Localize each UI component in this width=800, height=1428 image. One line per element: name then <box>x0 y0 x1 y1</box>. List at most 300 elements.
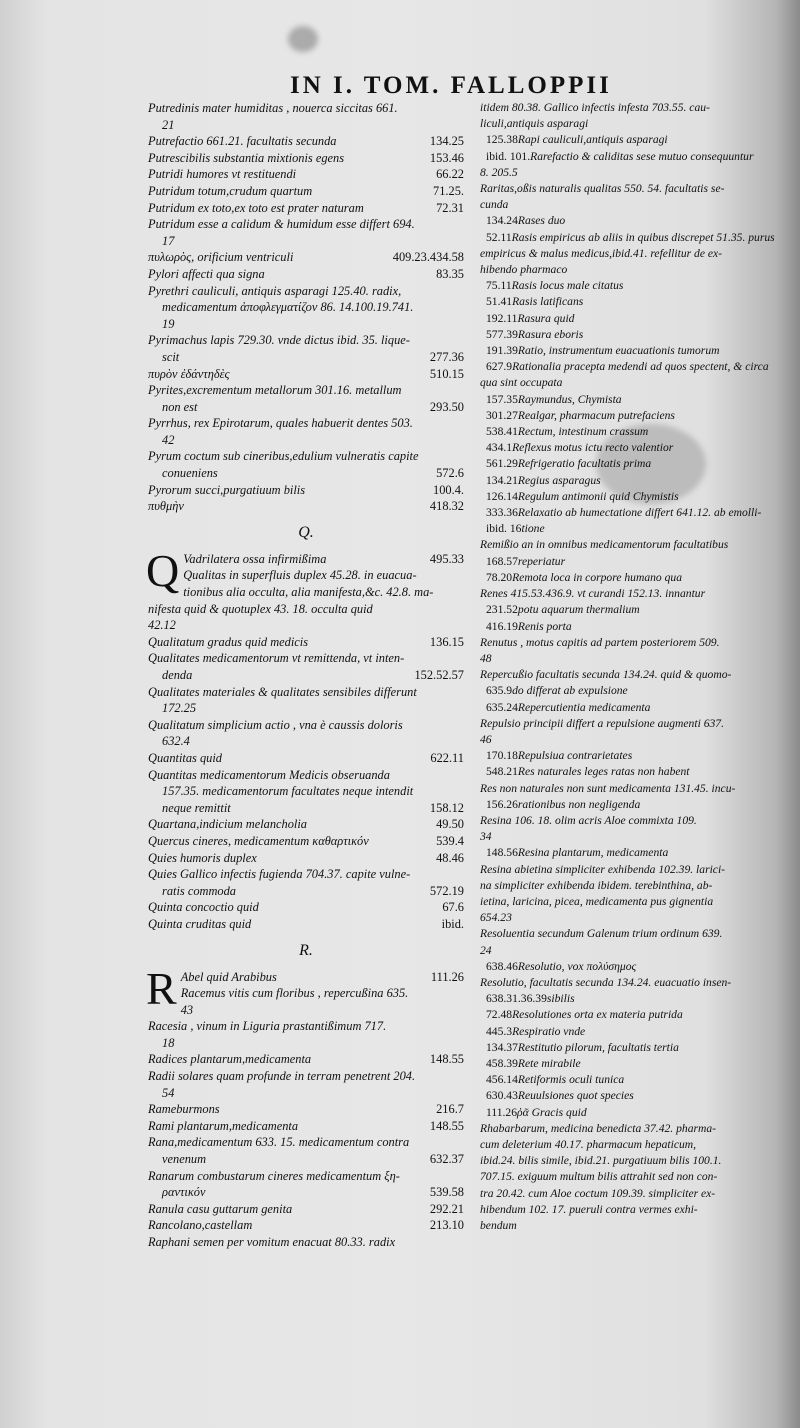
index-entry <box>148 899 464 916</box>
entry-text: 157.35. medicamentorum facultates neque intendit <box>162 784 414 799</box>
entry-text: Res non naturales non sunt medicamenta 131.45. incu- <box>480 781 736 795</box>
index-entry <box>148 1201 464 1218</box>
page-reference: 572.19 <box>429 883 464 898</box>
entry-text: Quantitas quid <box>148 750 223 765</box>
page-reference: 638.46 <box>486 959 518 973</box>
index-entry <box>480 230 792 246</box>
entry-text: Ranula casu guttarum genita <box>148 1201 293 1216</box>
page-reference: 539.58 <box>429 1185 464 1200</box>
entry-text: Racemus vitis cum floribus , repercußina 635. <box>180 986 409 1001</box>
entry-text: Repercutientia medicamenta <box>517 700 651 714</box>
entry-text: Raymundus, Chymista <box>517 392 622 406</box>
page-reference: 152.52.57 <box>414 668 464 682</box>
index-entry <box>480 1121 792 1137</box>
index-entry <box>148 498 464 515</box>
index-entry <box>148 883 464 900</box>
entry-text: potu aquarum thermalium <box>517 603 640 617</box>
page-reference: 458.39 <box>486 1056 518 1070</box>
entry-text: Renutus , motus capitis ad partem posteriorem 509. <box>480 635 720 649</box>
entry-text: rationibus non negligenda <box>517 797 641 811</box>
page-reference: 293.50 <box>429 399 464 414</box>
entry-text: Rationalia pracepta medendi ad quos spectent, & circa <box>512 360 769 374</box>
index-entry <box>480 862 792 878</box>
index-entry <box>148 1068 464 1085</box>
entry-text: scit <box>162 349 180 364</box>
index-entry <box>148 465 464 482</box>
entry-text: nifesta quid & quotuplex 43. 18. occulta quid <box>148 601 373 616</box>
entry-text: Qualitas in superfluis duplex 45.28. in euacua- <box>183 568 417 583</box>
entry-text: Racesia , vinum in Liguria prastantißimum 717. <box>148 1019 387 1034</box>
index-entry <box>480 392 792 408</box>
index-entry <box>148 1002 464 1019</box>
page-reference: 100.4. <box>433 482 464 497</box>
index-entry <box>148 700 464 717</box>
entry-text: Renes 415.53.436.9. vt curandi 152.13. innantur <box>480 587 706 601</box>
index-entry <box>480 554 792 570</box>
entry-text: Repercußio facultatis secunda 134.24. quid & quomo- <box>480 668 732 682</box>
index-entry <box>480 894 792 910</box>
index-entry <box>480 797 792 813</box>
entry-text: Regius asparagus <box>517 473 601 487</box>
page-reference: 134.37 <box>486 1040 518 1054</box>
entry-text: empiricus & malus medicus,ibid.41. refellitur de ex- <box>480 246 723 260</box>
entry-text: Rancolano,castellam <box>148 1218 253 1233</box>
entry-text: Raphani semen per vomitum enacuat 80.33. radix <box>148 1235 396 1249</box>
entry-text: Quercus cineres, medicamentum καθαρτικόν <box>148 833 369 848</box>
index-column-right <box>480 100 792 1234</box>
index-entry <box>480 748 792 764</box>
index-entry <box>480 278 792 294</box>
entry-text: Rete mirabile <box>517 1056 581 1070</box>
entry-text: 707.15. exiguum multum bilis attrahit sed non con- <box>480 1170 718 1184</box>
page-reference: ibid. 101. <box>486 149 531 163</box>
index-entry <box>480 1024 792 1040</box>
page-reference: 333.36 <box>486 506 518 520</box>
entry-text: 34 <box>480 830 492 844</box>
entry-text: Putrefactio 661.21. facultatis secunda <box>148 134 337 149</box>
entry-text: conueniens <box>162 466 218 481</box>
index-entry <box>480 959 792 975</box>
page-reference: 158.12 <box>429 800 464 815</box>
page-reference: 72.48 <box>486 1008 513 1022</box>
entry-text: Renis porta <box>517 619 572 633</box>
index-entry <box>480 343 792 359</box>
entry-text: 48 <box>480 651 492 665</box>
index-entry <box>148 133 464 150</box>
entry-text: πυρὸν ἐδάντηδὲς <box>148 366 230 381</box>
page-reference: 71.25. <box>433 183 464 198</box>
entry-text: Pyrum coctum sub cineribus,edulium vulneratis capite <box>148 449 419 464</box>
index-entry <box>480 149 792 165</box>
index-entry <box>148 1051 464 1068</box>
page-reference: 125.38 <box>486 133 518 147</box>
index-entry <box>148 767 464 784</box>
entry-text: tione <box>521 522 545 536</box>
entry-text: Pyrrhus, rex Epirotarum, quales habuerit dentes 503. <box>148 416 413 431</box>
page-reference: 168.57 <box>486 554 518 568</box>
index-entry <box>148 617 464 634</box>
index-entry <box>148 916 464 933</box>
entry-text: Rasis latificans <box>512 295 584 309</box>
entry-text: πυλωρὸς, orificium ventriculi <box>148 250 294 265</box>
entry-text: 17 <box>162 233 175 248</box>
index-entry <box>480 683 792 699</box>
page-reference: 52.11 <box>486 230 512 244</box>
entry-text: 46 <box>480 732 492 746</box>
page-reference: 192.11 <box>486 311 518 325</box>
entry-text: Quinta concoctio quid <box>148 900 259 915</box>
index-entry <box>148 1168 464 1185</box>
page-reference: 191.39 <box>486 344 518 358</box>
index-entry <box>480 975 792 991</box>
entry-text: Putredinis mater humiditas , nouerca siccitas 661. <box>148 101 398 115</box>
page-reference: 148.55 <box>429 1052 464 1067</box>
page-reference: 49.50 <box>436 817 464 832</box>
entry-text: ibid.24. bilis simile, ibid.21. purgatiuum bilis 100.1. <box>480 1154 722 1168</box>
index-entry <box>148 1035 464 1052</box>
index-entry <box>148 1018 464 1035</box>
running-header: IN I. TOM. FALLOPPII <box>290 72 612 99</box>
entry-text: Radii solares quam profunde in terram penetrent 204. <box>148 1069 416 1084</box>
entry-text: hibendo pharmaco <box>480 263 568 277</box>
page-reference: 495.33 <box>429 551 464 566</box>
entry-text: Qualitates materiales & qualitates sensibiles differunt <box>148 684 417 699</box>
index-entry <box>148 316 464 333</box>
entry-text: 24 <box>480 943 492 957</box>
entry-text: Refrigeratio facultatis prima <box>517 457 652 471</box>
page-reference: 548.21 <box>486 765 518 779</box>
page-reference: ibid. <box>441 916 464 931</box>
index-entry <box>480 116 792 132</box>
entry-text: reperiatur <box>517 554 566 568</box>
index-entry <box>148 850 464 867</box>
entry-text: Ranarum combustarum cineres medicamentum ξη- <box>148 1168 400 1183</box>
index-entry <box>480 262 792 278</box>
entry-text: Rasura quid <box>517 311 575 325</box>
index-entry <box>480 1153 792 1169</box>
page-reference: 157.35 <box>486 392 518 406</box>
page-reference: 213.10 <box>429 1218 464 1233</box>
page-reference: 153.46 <box>429 150 464 165</box>
page-reference: 78.20 <box>486 570 513 584</box>
index-entry <box>148 717 464 734</box>
index-entry <box>148 299 464 316</box>
index-entry <box>480 926 792 942</box>
page-reference: 434.1 <box>486 441 513 455</box>
index-entry <box>148 332 464 349</box>
entry-text: Rana,medicamentum 633. 15. medicamentum contra <box>148 1135 410 1150</box>
page-reference: 134.24 <box>486 214 518 228</box>
index-entry <box>148 601 464 618</box>
entry-text: Rasis empiricus ab aliis in quibus discrepet 51.35. purus <box>511 230 775 244</box>
index-entry <box>148 432 464 449</box>
index-entry <box>480 1137 792 1153</box>
index-entry <box>148 800 464 817</box>
page-reference: 83.35 <box>436 266 464 281</box>
index-entry <box>148 349 464 366</box>
index-entry <box>480 602 792 618</box>
index-entry <box>480 1169 792 1185</box>
index-entry <box>480 294 792 310</box>
index-entry <box>480 424 792 440</box>
index-entry <box>148 366 464 383</box>
index-entry <box>148 150 464 167</box>
index-entry <box>148 667 464 684</box>
index-entry <box>148 783 464 800</box>
index-entry <box>480 764 792 780</box>
index-entry <box>148 684 464 701</box>
index-entry <box>480 408 792 424</box>
index-entry <box>480 1088 792 1104</box>
index-entry <box>148 567 464 584</box>
index-entry <box>148 1134 464 1151</box>
entry-text: ῥᾶ Gracis quid <box>517 1105 587 1119</box>
page-reference: 292.21 <box>429 1201 464 1216</box>
index-entry <box>480 732 792 748</box>
index-entry <box>480 1105 792 1121</box>
index-entry <box>480 505 792 521</box>
entry-text: Rameburmons <box>148 1102 220 1117</box>
entry-text: Quartana,indicium melancholia <box>148 817 307 832</box>
index-entry <box>480 651 792 667</box>
entry-text: 43 <box>180 1002 194 1017</box>
index-entry <box>480 456 792 472</box>
index-entry <box>480 197 792 213</box>
index-entry <box>148 866 464 883</box>
page-reference: 111.26 <box>430 969 464 984</box>
index-entry <box>148 833 464 850</box>
entry-text: 21 <box>162 117 175 132</box>
page-reference: 577.39 <box>486 327 518 341</box>
entry-text: liculi,antiquis asparagi <box>480 117 589 131</box>
entry-text: 54 <box>162 1085 175 1100</box>
index-entry <box>480 878 792 894</box>
page-reference: 638.31.36.39 <box>486 992 547 1006</box>
index-entry <box>480 829 792 845</box>
page-reference: 216.7 <box>436 1102 464 1117</box>
index-entry <box>480 813 792 829</box>
page-reference: 572.6 <box>436 466 464 481</box>
entry-text: Pyrethri cauliculi, antiquis asparagi 125.40. radix, <box>148 283 402 298</box>
index-entry <box>148 183 464 200</box>
entry-text: Radices plantarum,medicamenta <box>148 1052 312 1067</box>
entry-text: 654.23 <box>480 911 512 925</box>
index-entry <box>480 991 792 1007</box>
index-entry <box>480 943 792 959</box>
page-reference: 538.41 <box>486 425 518 439</box>
entry-text: Putridi humores vt restituendi <box>148 167 297 182</box>
entry-text: Res naturales leges ratas non habent <box>517 765 690 779</box>
entry-text: 632.4 <box>162 734 190 749</box>
page-reference: 156.26 <box>486 797 518 811</box>
entry-text: Resolutio, vox πολύσημος <box>517 959 637 973</box>
index-entry <box>480 521 792 537</box>
page-reference: ibid. 16 <box>486 522 522 536</box>
index-entry <box>480 1040 792 1056</box>
entry-text: 172.25 <box>162 701 197 716</box>
entry-text: Remota loca in corpore humano qua <box>512 570 683 584</box>
page-reference: 416.19 <box>486 619 518 633</box>
entry-text: Qualitatum gradus quid medicis <box>148 634 309 649</box>
entry-text: hibendum 102. 17. pueruli contra vermes exhi- <box>480 1202 698 1216</box>
entry-text: Putridum totum,crudum quartum <box>148 183 313 198</box>
entry-text: Resina abietina simpliciter exhibenda 102.39. larici- <box>480 862 726 876</box>
index-entry <box>480 910 792 926</box>
entry-text: Abel quid Arabibus <box>180 969 277 984</box>
entry-text: Resolutiones orta ex materia putrida <box>512 1008 683 1022</box>
index-entry <box>480 1056 792 1072</box>
entry-text: neque remittit <box>162 800 231 815</box>
entry-text: 18 <box>162 1035 175 1050</box>
index-entry <box>148 266 464 283</box>
entry-text: non est <box>162 399 198 414</box>
section-letter: Q. <box>298 523 314 541</box>
page-reference: 126.14 <box>486 489 518 503</box>
index-entry <box>148 216 464 233</box>
entry-text: Rectum, intestinum crassum <box>517 425 649 439</box>
page-reference: 111.26 <box>486 1105 518 1119</box>
index-entry <box>480 213 792 229</box>
entry-text: Restitutio pilorum, facultatis tertia <box>517 1040 679 1054</box>
page-reference: 134.25 <box>429 134 464 149</box>
page-reference: 561.29 <box>486 457 518 471</box>
entry-text: ραντικόν <box>162 1185 206 1200</box>
entry-text: Qualitates medicamentorum vt remittenda, vt inten- <box>148 651 405 666</box>
page-reference: 445.3 <box>486 1024 513 1038</box>
index-entry <box>480 700 792 716</box>
index-entry <box>480 1202 792 1218</box>
index-entry <box>148 1085 464 1102</box>
entry-text: Resoluentia secundum Galenum trium ordinum 639. <box>480 927 723 941</box>
index-entry <box>480 619 792 635</box>
entry-text: Resina 106. 18. olim acris Aloe commixta 109. <box>480 813 697 827</box>
index-entry <box>148 816 464 833</box>
entry-text: denda <box>162 668 193 682</box>
index-entry <box>480 845 792 861</box>
index-entry <box>148 1118 464 1135</box>
page-reference: 277.36 <box>429 349 464 364</box>
index-entry <box>148 448 464 465</box>
entry-text: Pylori affecti qua signa <box>148 266 265 281</box>
page-reference: 418.32 <box>429 499 464 514</box>
entry-text: Putridum esse a calidum & humidum esse differt 694. <box>148 217 415 232</box>
page-reference: 632.37 <box>429 1152 464 1167</box>
index-entry <box>480 489 792 505</box>
index-entry <box>148 985 464 1002</box>
page-reference: 635.24 <box>486 700 518 714</box>
entry-text: Vadrilatera ossa infirmißima <box>183 551 327 566</box>
page-reference: 539.4 <box>436 833 464 848</box>
index-entry <box>148 650 464 667</box>
entry-text: Realgar, pharmacum putrefaciens <box>517 408 675 422</box>
page-reference: 72.31 <box>436 200 464 215</box>
index-entry <box>480 716 792 732</box>
entry-text: Pyrimachus lapis 729.30. vnde dictus ibid. 35. lique- <box>148 333 410 348</box>
entry-text: itidem 80.38. Gallico infectis infesta 703.55. cau- <box>480 101 710 114</box>
entry-text: Repulsio principii differt a repulsione augmenti 637. <box>480 716 724 730</box>
entry-text: Regulum antimonii quid Chymistis <box>517 489 679 503</box>
index-entry <box>148 166 464 183</box>
entry-text: na simpliciter exhibenda ibidem. terebinthina, ab- <box>480 878 713 892</box>
index-entry <box>148 233 464 250</box>
page-reference: 134.21 <box>486 473 518 487</box>
entry-text: Ratio, instrumentum euacuationis tumorum <box>517 344 720 358</box>
index-entry <box>148 415 464 432</box>
entry-text: Respiratio vnde <box>512 1024 586 1038</box>
entry-text: Retiformis oculi tunica <box>517 1073 625 1087</box>
index-entry <box>480 375 792 391</box>
entry-text: 42 <box>162 432 175 447</box>
index-entry <box>148 399 464 416</box>
entry-text: Pyrorum succi,purgatiuum bilis <box>148 482 306 497</box>
entry-text: Rarefactio & caliditas sese mutuo consequuntur <box>530 149 754 163</box>
entry-text: ratis commoda <box>162 883 236 898</box>
index-entry <box>480 1007 792 1023</box>
page-reference: 148.55 <box>429 1118 464 1133</box>
ink-stain <box>288 26 318 52</box>
entry-text: Relaxatio ab humectatione differt 641.12. ab emolli- <box>517 506 762 520</box>
page-reference: 48.46 <box>436 850 464 865</box>
drop-capital: R <box>146 962 177 1014</box>
page-reference: 301.27 <box>486 408 518 422</box>
entry-text: Rasura eboris <box>517 327 584 341</box>
entry-text: Resina plantarum, medicamenta <box>517 846 669 860</box>
entry-text: Raritas,oßis naturalis qualitas 550. 54. facultatis se- <box>480 182 725 196</box>
index-entry <box>480 165 792 181</box>
index-entry <box>148 100 464 117</box>
index-entry <box>148 750 464 767</box>
entry-text: Qualitatum simplicium actio , vna è caussis doloris <box>148 717 403 732</box>
index-entry <box>148 634 464 651</box>
index-entry <box>148 482 464 499</box>
index-entry <box>148 584 464 601</box>
entry-text: Rases duo <box>517 214 566 228</box>
entry-text: Reflexus motus ictu recto valentior <box>512 441 674 455</box>
entry-text: cunda <box>480 198 509 212</box>
index-entry <box>480 570 792 586</box>
index-entry <box>480 440 792 456</box>
index-entry <box>148 1184 464 1201</box>
index-entry <box>480 181 792 197</box>
index-entry <box>480 1218 792 1234</box>
drop-capital: Q <box>146 544 180 596</box>
index-entry <box>480 359 792 375</box>
index-entry <box>480 537 792 553</box>
entry-text: Rasis locus male citatus <box>511 279 624 293</box>
entry-text: Quies Gallico infectis fugienda 704.37. capite vulne- <box>148 867 411 882</box>
entry-text: Quantitas medicamentorum Medicis obseruanda <box>148 767 390 782</box>
page-reference: 630.43 <box>486 1089 518 1103</box>
page-reference: 622.11 <box>430 750 464 765</box>
entry-text: 19 <box>162 316 175 331</box>
page-reference: 51.41 <box>486 295 513 309</box>
page-reference: 409.23.434.58 <box>392 250 464 265</box>
entry-text: πυθμὴν <box>148 499 184 514</box>
entry-text: Quies humoris duplex <box>148 850 257 865</box>
entry-text: Rapi cauliculi,antiquis asparagi <box>517 133 668 147</box>
entry-text: 42.12 <box>148 618 176 633</box>
index-entry <box>480 667 792 683</box>
index-entry <box>148 249 464 266</box>
index-entry <box>480 100 792 116</box>
entry-text: qua sint occupata <box>480 376 563 390</box>
index-entry <box>480 246 792 262</box>
entry-text: Rhabarbarum, medicina benedicta 37.42. pharma- <box>480 1121 717 1135</box>
entry-text: tra 20.42. cum Aloe coctum 109.39. simpliciter ex- <box>480 1186 716 1200</box>
page-reference: 635.9 <box>486 684 513 698</box>
page-reference: 456.14 <box>486 1073 518 1087</box>
index-entry <box>148 1217 464 1234</box>
